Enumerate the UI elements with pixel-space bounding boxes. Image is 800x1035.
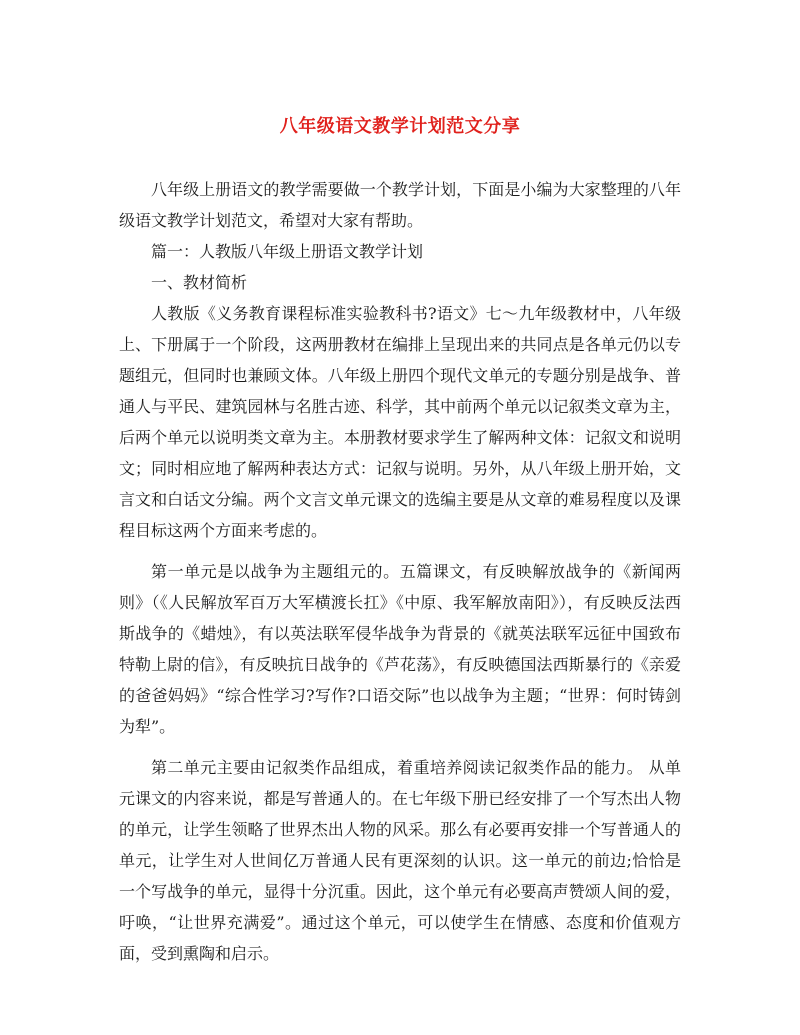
document-title: 八年级语文教学计划范文分享 bbox=[279, 116, 521, 137]
document-body bbox=[119, 174, 681, 969]
body-paragraph: 第一单元是以战争为主题组元的。五篇课文，有反映解放战争的《新闻两则》（《人民解放军百万大军横渡长扛》《中原、我军解放南阳》），有反映反法西斯战争的《蜡烛》，有以英法联军侵华战争为背景的《就英法联军远征中国致布特勒上尉的信》，有反映抗日战争的《芦花荡》，有反映德国法西斯暴行的《亲爱的爸爸妈妈》“综合性学习?写作?口语交际”也以战争为主题；“世界：何时铸剑为犁”。 bbox=[119, 562, 681, 736]
body-paragraph: 人教版《义务教育课程标准实验教科书?语文》七～九年级教材中，八年级上、下册属于一个阶段，这两册教材在编排上呈现出来的共同点是各单元仍以专题组元，但同时也兼顾文体。八年级上册四个现代文单元的专题分别是战争、普通人与平民、建筑园林与名胜古迹、科学，其中前两个单元以记叙类文章为主，后两个单元以说明类文章为主。本册教材要求学生了解两种文体：记叙文和说明文；同时相应地了解两种表达方式：记叙与说明。另外，从八年级上册开始，文言文和白话文分编。两个文言文单元课文的选编主要是从文章的难易程度以及课程目标这两个方面来考虑的。 bbox=[119, 304, 681, 540]
subsection-heading: 一、教材简析 bbox=[151, 273, 248, 292]
body-paragraph: 第二单元主要由记叙类作品组成，着重培养阅读记叙类作品的能力。 从单元课文的内容来说，都是写普通人的。在七年级下册已经安排了一个写杰出人物的单元，让学生领略了世界杰出人物的风采。那么有必要再安排一个写普通人的单元，让学生对人世间亿万普通人民有更深刻的认识。这一单元的前边;恰恰是一个写战争的单元，显得十分沉重。因此，这个单元有必要高声赞颂人间的爱，吁唤，“让世界充满爱”。通过这个单元，可以使学生在情感、态度和价值观方面，受到熏陶和启示。 bbox=[119, 758, 681, 963]
section-heading: 篇一：人教版八年级上册语文教学计划 bbox=[151, 242, 424, 261]
intro-paragraph: 八年级上册语文的教学需要做一个教学计划，下面是小编为大家整理的八年级语文教学计划范文，希望对大家有帮助。 bbox=[119, 180, 681, 230]
